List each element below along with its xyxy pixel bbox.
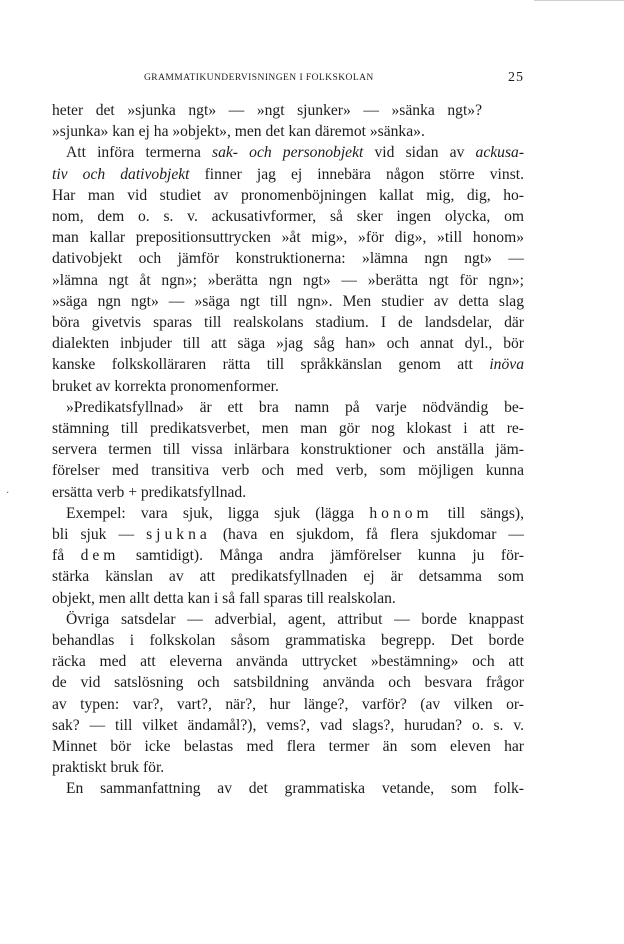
text-line: [52, 334, 524, 354]
italic-text: inöva: [489, 356, 524, 374]
text-run: »sjunka» kan ej ha »objekt», men det kan däremot »sänka».: [52, 123, 425, 141]
text-run: bli sjuk —: [52, 526, 147, 543]
italic-text: ackusa-: [475, 144, 525, 162]
text-run: ersätta verb + predikatsfyllnad.: [52, 483, 247, 501]
text-line: [52, 546, 524, 566]
text-run: få: [52, 547, 81, 565]
text-run: de vid satslösning och satsbildning använda och besvara frågor: [52, 674, 524, 692]
text-line: [52, 673, 524, 693]
italic-text: sak- och personobjekt: [212, 144, 364, 162]
text-line: [52, 589, 524, 609]
text-line: [66, 610, 524, 630]
text-run: servera termen till vissa inlärbara konstruktioner och anställa jäm-: [52, 441, 524, 459]
text-run: sak? — till vilket ändamål?), vems?, vad slags?, hurudan? o. s. v.: [52, 716, 524, 734]
text-run: av typen: var?, vart?, när?, hur länge?, varför? (av vilken or-: [52, 695, 524, 713]
text-line: [52, 567, 524, 587]
spaced-emphasis: dem: [80, 547, 120, 565]
text-run: (hava en sjukdom, få flera sjukdomar —: [210, 526, 525, 543]
text-line: [52, 716, 524, 736]
text-line: [52, 101, 482, 121]
text-run: samtidigt). Många andra jämförelser kunna ju för-: [119, 547, 524, 565]
text-run: Har man vid studiet av pronomenböjningen kallat mig, dig, ho-: [52, 186, 524, 204]
running-head: GRAMMATIKUNDERVISNINGEN I FOLKSKOLAN: [144, 73, 374, 83]
italic-text: tiv och dativobjekt: [52, 165, 190, 183]
text-line: [52, 186, 524, 206]
text-run: räcka med att eleverna använda uttrycket »bestämning» och att: [52, 653, 524, 671]
text-run: Övriga satsdelar — adverbial, agent, attribut — borde knappast: [66, 610, 524, 628]
text-run: nom, dem o. s. v. ackusativformer, så sker ingen olycka, om: [52, 208, 524, 225]
text-run: Minnet bör icke belastas med flera termer än som eleven har: [52, 738, 524, 755]
text-run: objekt, men allt detta kan i så fall sparas till realskolan.: [52, 589, 396, 607]
text-line: [52, 249, 524, 269]
text-run: förelser med transitiva verb och med verb, som möjligen kunna: [52, 462, 524, 480]
text-line: [52, 695, 524, 715]
text-line: [52, 758, 524, 778]
text-run: Exempel: vara sjuk, ligga sjuk (lägga: [66, 504, 370, 522]
text-run: böra givetvis sparas till realskolans stadium. I de landsdelar, där: [52, 314, 524, 331]
text-line: [52, 313, 524, 333]
text-line: [52, 737, 524, 757]
text-run: »Predikatsfyllnad» är ett bra namn på varje nödvändig be-: [66, 398, 524, 416]
text-run: heter det »sjunka ngt» — »ngt sjunker» — »sänka ngt»?: [52, 102, 482, 119]
text-line: [52, 652, 524, 672]
text-line: [52, 207, 524, 227]
text-line: [52, 355, 524, 375]
page-number: 25: [508, 70, 524, 85]
text-line: [52, 292, 524, 312]
text-line: [52, 228, 524, 248]
text-line: [52, 440, 524, 460]
text-run: till sängs),: [432, 504, 524, 522]
text-line: [66, 398, 524, 418]
margin-mark: ·: [6, 488, 10, 499]
text-line: [66, 779, 524, 799]
scan-edge-rule: [534, 0, 624, 1]
text-run: »lämna ngt åt ngn»; »berätta ngn ngt» — »berätta ngt för ngn»;: [52, 271, 524, 289]
text-run: »säga ngn ngt» — »säga ngt till ngn». Men studier av detta slag: [52, 292, 524, 310]
text-run: dativobjekt och jämför konstruktionerna: »lämna ngn ngt» —: [52, 250, 524, 268]
text-run: praktiskt bruk för.: [52, 759, 165, 777]
text-run: bruket av korrekta pronomenformer.: [52, 377, 279, 395]
text-run: finner jag ej innebära någon större vinst.: [189, 165, 524, 183]
text-run: dialekten inbjuder till att säga »jag såg han» och annat dyl., bör: [52, 335, 524, 353]
text-line: [52, 483, 524, 503]
text-run: stämning till predikatsverbet, men man gör nog klokast i att re-: [52, 420, 524, 437]
text-run: vid sidan av: [363, 144, 476, 162]
text-run: kanske folkskolläraren rätta till språkkänslan genom att: [52, 356, 490, 374]
text-line: [52, 165, 524, 185]
text-line: [52, 525, 524, 545]
text-line: [52, 377, 524, 397]
text-line: [52, 271, 524, 291]
text-line: [52, 631, 524, 651]
text-line: [52, 122, 524, 142]
text-run: stärka känslan av att predikatsfyllnaden ej är detsamma som: [52, 568, 524, 586]
text-line: [52, 461, 524, 481]
text-run: En sammanfattning av det grammatiska vetande, som folk-: [66, 780, 524, 798]
text-line: [66, 504, 524, 524]
text-run: Att införa termerna: [66, 144, 213, 162]
text-line: [66, 143, 524, 163]
page-header: [52, 70, 524, 90]
text-run: man kallar prepositionsuttrycken »åt mig», »för dig», »till honom»: [52, 229, 524, 247]
spaced-emphasis: sjukna: [146, 526, 211, 543]
spaced-emphasis: honom: [369, 504, 433, 522]
text-line: [52, 419, 524, 439]
text-run: behandlas i folkskolan såsom grammatiska begrepp. Det borde: [52, 632, 524, 649]
